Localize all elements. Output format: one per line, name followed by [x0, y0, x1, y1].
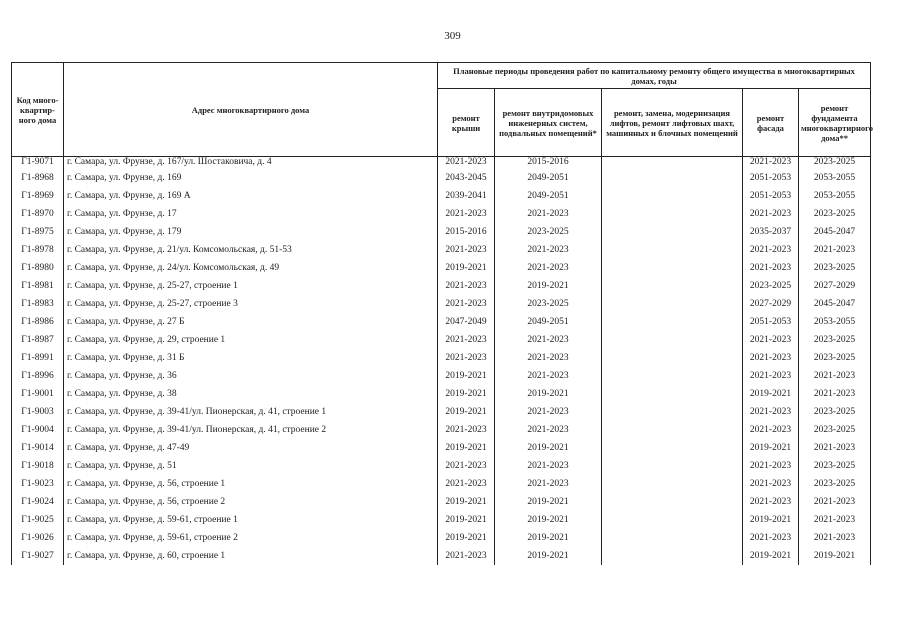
- cell-roof: 2021-2023: [438, 331, 495, 349]
- table-row: [12, 187, 871, 205]
- cell-roof: 2021-2023: [438, 277, 495, 295]
- table-row: [12, 349, 871, 367]
- cell-code: Г1-8986: [12, 313, 64, 331]
- cell-systems: 2021-2023: [495, 475, 602, 493]
- cell-facade: 2021-2023: [743, 259, 799, 277]
- cell-facade: 2019-2021: [743, 439, 799, 457]
- cell-lifts: [602, 511, 743, 529]
- cell-address: г. Самара, ул. Фрунзе, д. 21/ул. Комсомольская, д. 51-53: [64, 241, 438, 259]
- cell-systems: 2021-2023: [495, 403, 602, 421]
- cell-roof: 2039-2041: [438, 187, 495, 205]
- cell-foundation: 2021-2023: [799, 511, 871, 529]
- cell-systems: 2021-2023: [495, 457, 602, 475]
- header-foundation: ремонт фундамента многоквартирного дома**: [799, 89, 871, 157]
- cell-systems: 2021-2023: [495, 259, 602, 277]
- cell-foundation: 2053-2055: [799, 187, 871, 205]
- cell-foundation: 2023-2025: [799, 457, 871, 475]
- cell-facade: 2019-2021: [743, 385, 799, 403]
- cell-address: г. Самара, ул. Фрунзе, д. 167/ул. Шостаковича, д. 4: [64, 157, 438, 170]
- cell-foundation: 2053-2055: [799, 313, 871, 331]
- cell-lifts: [602, 205, 743, 223]
- cell-facade: 2051-2053: [743, 313, 799, 331]
- cell-facade: 2021-2023: [743, 205, 799, 223]
- cell-facade: 2021-2023: [743, 349, 799, 367]
- cell-lifts: [602, 277, 743, 295]
- cell-code: Г1-8981: [12, 277, 64, 295]
- cell-code: Г1-9027: [12, 547, 64, 565]
- table-row: [12, 511, 871, 529]
- cell-roof: 2019-2021: [438, 493, 495, 511]
- cell-code: Г1-8983: [12, 295, 64, 313]
- cell-foundation: 2023-2025: [799, 259, 871, 277]
- table-row: [12, 241, 871, 259]
- cell-facade: 2021-2023: [743, 421, 799, 439]
- table-row: [12, 331, 871, 349]
- cell-code: Г1-8970: [12, 205, 64, 223]
- table-row: [12, 403, 871, 421]
- cell-code: Г1-8996: [12, 367, 64, 385]
- cell-lifts: [602, 157, 743, 170]
- cell-lifts: [602, 547, 743, 565]
- cell-lifts: [602, 457, 743, 475]
- page-number: 309: [444, 30, 461, 42]
- cell-roof: 2019-2021: [438, 439, 495, 457]
- cell-systems: 2019-2021: [495, 511, 602, 529]
- cell-foundation: 2021-2023: [799, 439, 871, 457]
- table-row: [12, 223, 871, 241]
- cell-address: г. Самара, ул. Фрунзе, д. 56, строение 1: [64, 475, 438, 493]
- cell-systems: 2049-2051: [495, 313, 602, 331]
- cell-lifts: [602, 439, 743, 457]
- cell-systems: 2021-2023: [495, 205, 602, 223]
- table-body: [12, 157, 871, 566]
- cell-foundation: 2021-2023: [799, 241, 871, 259]
- cell-code: Г1-9024: [12, 493, 64, 511]
- cell-systems: 2021-2023: [495, 241, 602, 259]
- table-row: [12, 457, 871, 475]
- cell-roof: 2021-2023: [438, 241, 495, 259]
- cell-foundation: 2053-2055: [799, 169, 871, 187]
- cell-code: Г1-8975: [12, 223, 64, 241]
- cell-facade: 2051-2053: [743, 187, 799, 205]
- cell-roof: 2043-2045: [438, 169, 495, 187]
- cell-roof: 2021-2023: [438, 457, 495, 475]
- cell-address: г. Самара, ул. Фрунзе, д. 25-27, строение 1: [64, 277, 438, 295]
- cell-systems: 2019-2021: [495, 277, 602, 295]
- cell-foundation: 2045-2047: [799, 295, 871, 313]
- cell-lifts: [602, 331, 743, 349]
- cell-code: Г1-9001: [12, 385, 64, 403]
- cell-lifts: [602, 349, 743, 367]
- table-row: [12, 421, 871, 439]
- cell-lifts: [602, 403, 743, 421]
- cell-foundation: 2021-2023: [799, 367, 871, 385]
- cell-systems: 2019-2021: [495, 493, 602, 511]
- cell-lifts: [602, 187, 743, 205]
- cell-address: г. Самара, ул. Фрунзе, д. 27 Б: [64, 313, 438, 331]
- cell-roof: 2021-2023: [438, 475, 495, 493]
- cell-lifts: [602, 295, 743, 313]
- cell-facade: 2019-2021: [743, 547, 799, 565]
- cell-facade: 2021-2023: [743, 403, 799, 421]
- cell-lifts: [602, 475, 743, 493]
- cell-facade: 2027-2029: [743, 295, 799, 313]
- cell-address: г. Самара, ул. Фрунзе, д. 51: [64, 457, 438, 475]
- table-row: [12, 259, 871, 277]
- cell-facade: 2023-2025: [743, 277, 799, 295]
- cell-foundation: 2023-2025: [799, 349, 871, 367]
- cell-facade: 2035-2037: [743, 223, 799, 241]
- cell-systems: 2021-2023: [495, 331, 602, 349]
- cell-code: Г1-8980: [12, 259, 64, 277]
- cell-code: Г1-8991: [12, 349, 64, 367]
- cell-foundation: 2045-2047: [799, 223, 871, 241]
- cell-address: г. Самара, ул. Фрунзе, д. 39-41/ул. Пионерская, д. 41, строение 2: [64, 421, 438, 439]
- cell-lifts: [602, 169, 743, 187]
- table-row: [12, 385, 871, 403]
- cell-foundation: 2023-2025: [799, 205, 871, 223]
- cell-systems: 2021-2023: [495, 421, 602, 439]
- cell-systems: 2019-2021: [495, 439, 602, 457]
- cell-address: г. Самара, ул. Фрунзе, д. 31 Б: [64, 349, 438, 367]
- table-row: [12, 313, 871, 331]
- cell-facade: 2021-2023: [743, 157, 799, 170]
- cell-roof: 2019-2021: [438, 259, 495, 277]
- cell-code: Г1-8978: [12, 241, 64, 259]
- table-row: [12, 547, 871, 565]
- cell-code: Г1-8987: [12, 331, 64, 349]
- cell-roof: 2019-2021: [438, 403, 495, 421]
- cell-code: Г1-8968: [12, 169, 64, 187]
- cell-systems: 2019-2021: [495, 529, 602, 547]
- repair-schedule-table: [11, 62, 874, 565]
- cell-facade: 2019-2021: [743, 511, 799, 529]
- cell-lifts: [602, 241, 743, 259]
- cell-roof: 2021-2023: [438, 157, 495, 170]
- cell-address: г. Самара, ул. Фрунзе, д. 38: [64, 385, 438, 403]
- cell-facade: 2021-2023: [743, 331, 799, 349]
- cell-systems: 2049-2051: [495, 187, 602, 205]
- cell-facade: 2021-2023: [743, 457, 799, 475]
- cell-systems: 2023-2025: [495, 295, 602, 313]
- cell-address: г. Самара, ул. Фрунзе, д. 29, строение 1: [64, 331, 438, 349]
- cell-facade: 2021-2023: [743, 529, 799, 547]
- table-row: [12, 277, 871, 295]
- cell-foundation: 2023-2025: [799, 475, 871, 493]
- table-row: [12, 475, 871, 493]
- table-row: [12, 367, 871, 385]
- cell-foundation: 2023-2025: [799, 421, 871, 439]
- cell-address: г. Самара, ул. Фрунзе, д. 56, строение 2: [64, 493, 438, 511]
- cell-roof: 2019-2021: [438, 529, 495, 547]
- cell-address: г. Самара, ул. Фрунзе, д. 169: [64, 169, 438, 187]
- cell-code: Г1-9014: [12, 439, 64, 457]
- cell-systems: 2015-2016: [495, 157, 602, 170]
- cell-code: Г1-9023: [12, 475, 64, 493]
- cell-roof: 2021-2023: [438, 547, 495, 565]
- cell-roof: 2019-2021: [438, 367, 495, 385]
- header-facade: ремонт фасада: [743, 89, 799, 157]
- cell-roof: 2015-2016: [438, 223, 495, 241]
- cell-lifts: [602, 421, 743, 439]
- cell-systems: 2021-2023: [495, 349, 602, 367]
- cell-foundation: 2021-2023: [799, 493, 871, 511]
- table-row: [12, 169, 871, 187]
- cell-address: г. Самара, ул. Фрунзе, д. 59-61, строение 2: [64, 529, 438, 547]
- header-systems: ремонт внутридомовых инженерных систем, подвальных помещений*: [495, 89, 602, 157]
- cell-address: г. Самара, ул. Фрунзе, д. 47-49: [64, 439, 438, 457]
- cell-code: Г1-9004: [12, 421, 64, 439]
- cell-code: Г1-9071: [12, 157, 64, 170]
- cell-facade: 2021-2023: [743, 475, 799, 493]
- cell-facade: 2021-2023: [743, 241, 799, 259]
- cell-lifts: [602, 385, 743, 403]
- cell-foundation: 2021-2023: [799, 529, 871, 547]
- cell-lifts: [602, 367, 743, 385]
- table-row: [12, 295, 871, 313]
- cell-address: г. Самара, ул. Фрунзе, д. 36: [64, 367, 438, 385]
- header-periods-group: Плановые периоды проведения работ по капитальному ремонту общего имущества в многоквартирных домах, годы: [438, 63, 871, 89]
- cell-foundation: 2027-2029: [799, 277, 871, 295]
- header-address: Адрес многоквартирного дома: [64, 63, 438, 157]
- table-row: [12, 439, 871, 457]
- cell-lifts: [602, 313, 743, 331]
- cell-foundation: 2019-2021: [799, 547, 871, 565]
- cell-systems: 2021-2023: [495, 367, 602, 385]
- cell-code: Г1-9026: [12, 529, 64, 547]
- cell-address: г. Самара, ул. Фрунзе, д. 60, строение 1: [64, 547, 438, 565]
- cell-address: г. Самара, ул. Фрунзе, д. 169 А: [64, 187, 438, 205]
- cell-code: Г1-9018: [12, 457, 64, 475]
- cell-roof: 2021-2023: [438, 295, 495, 313]
- cell-systems: 2019-2021: [495, 385, 602, 403]
- cell-roof: 2019-2021: [438, 511, 495, 529]
- cell-foundation: 2023-2025: [799, 157, 871, 170]
- table-row: [12, 529, 871, 547]
- cell-lifts: [602, 493, 743, 511]
- cell-facade: 2021-2023: [743, 367, 799, 385]
- cell-lifts: [602, 259, 743, 277]
- cell-facade: 2021-2023: [743, 493, 799, 511]
- cell-address: г. Самара, ул. Фрунзе, д. 59-61, строение 1: [64, 511, 438, 529]
- cell-code: Г1-9025: [12, 511, 64, 529]
- cell-systems: 2049-2051: [495, 169, 602, 187]
- header-code: Код много-квартир-ного дома: [12, 63, 64, 157]
- cell-address: г. Самара, ул. Фрунзе, д. 17: [64, 205, 438, 223]
- table-row: [12, 493, 871, 511]
- cell-roof: 2047-2049: [438, 313, 495, 331]
- header-lifts: ремонт, замена, модернизация лифтов, ремонт лифтовых шахт, машинных и блочных помещений: [602, 89, 743, 157]
- table-row: [12, 205, 871, 223]
- cell-facade: 2051-2053: [743, 169, 799, 187]
- cell-address: г. Самара, ул. Фрунзе, д. 25-27, строение 3: [64, 295, 438, 313]
- cell-roof: 2019-2021: [438, 385, 495, 403]
- cell-foundation: 2021-2023: [799, 385, 871, 403]
- cell-systems: 2023-2025: [495, 223, 602, 241]
- cell-address: г. Самара, ул. Фрунзе, д. 39-41/ул. Пионерская, д. 41, строение 1: [64, 403, 438, 421]
- cell-code: Г1-8969: [12, 187, 64, 205]
- cell-foundation: 2023-2025: [799, 403, 871, 421]
- cell-lifts: [602, 529, 743, 547]
- cell-address: г. Самара, ул. Фрунзе, д. 179: [64, 223, 438, 241]
- cell-roof: 2021-2023: [438, 421, 495, 439]
- cell-systems: 2019-2021: [495, 547, 602, 565]
- cell-lifts: [602, 223, 743, 241]
- table-row: [12, 157, 871, 170]
- header-roof: ремонт крыши: [438, 89, 495, 157]
- cell-roof: 2021-2023: [438, 205, 495, 223]
- cell-address: г. Самара, ул. Фрунзе, д. 24/ул. Комсомольская, д. 49: [64, 259, 438, 277]
- cell-code: Г1-9003: [12, 403, 64, 421]
- cell-foundation: 2023-2025: [799, 331, 871, 349]
- cell-roof: 2021-2023: [438, 349, 495, 367]
